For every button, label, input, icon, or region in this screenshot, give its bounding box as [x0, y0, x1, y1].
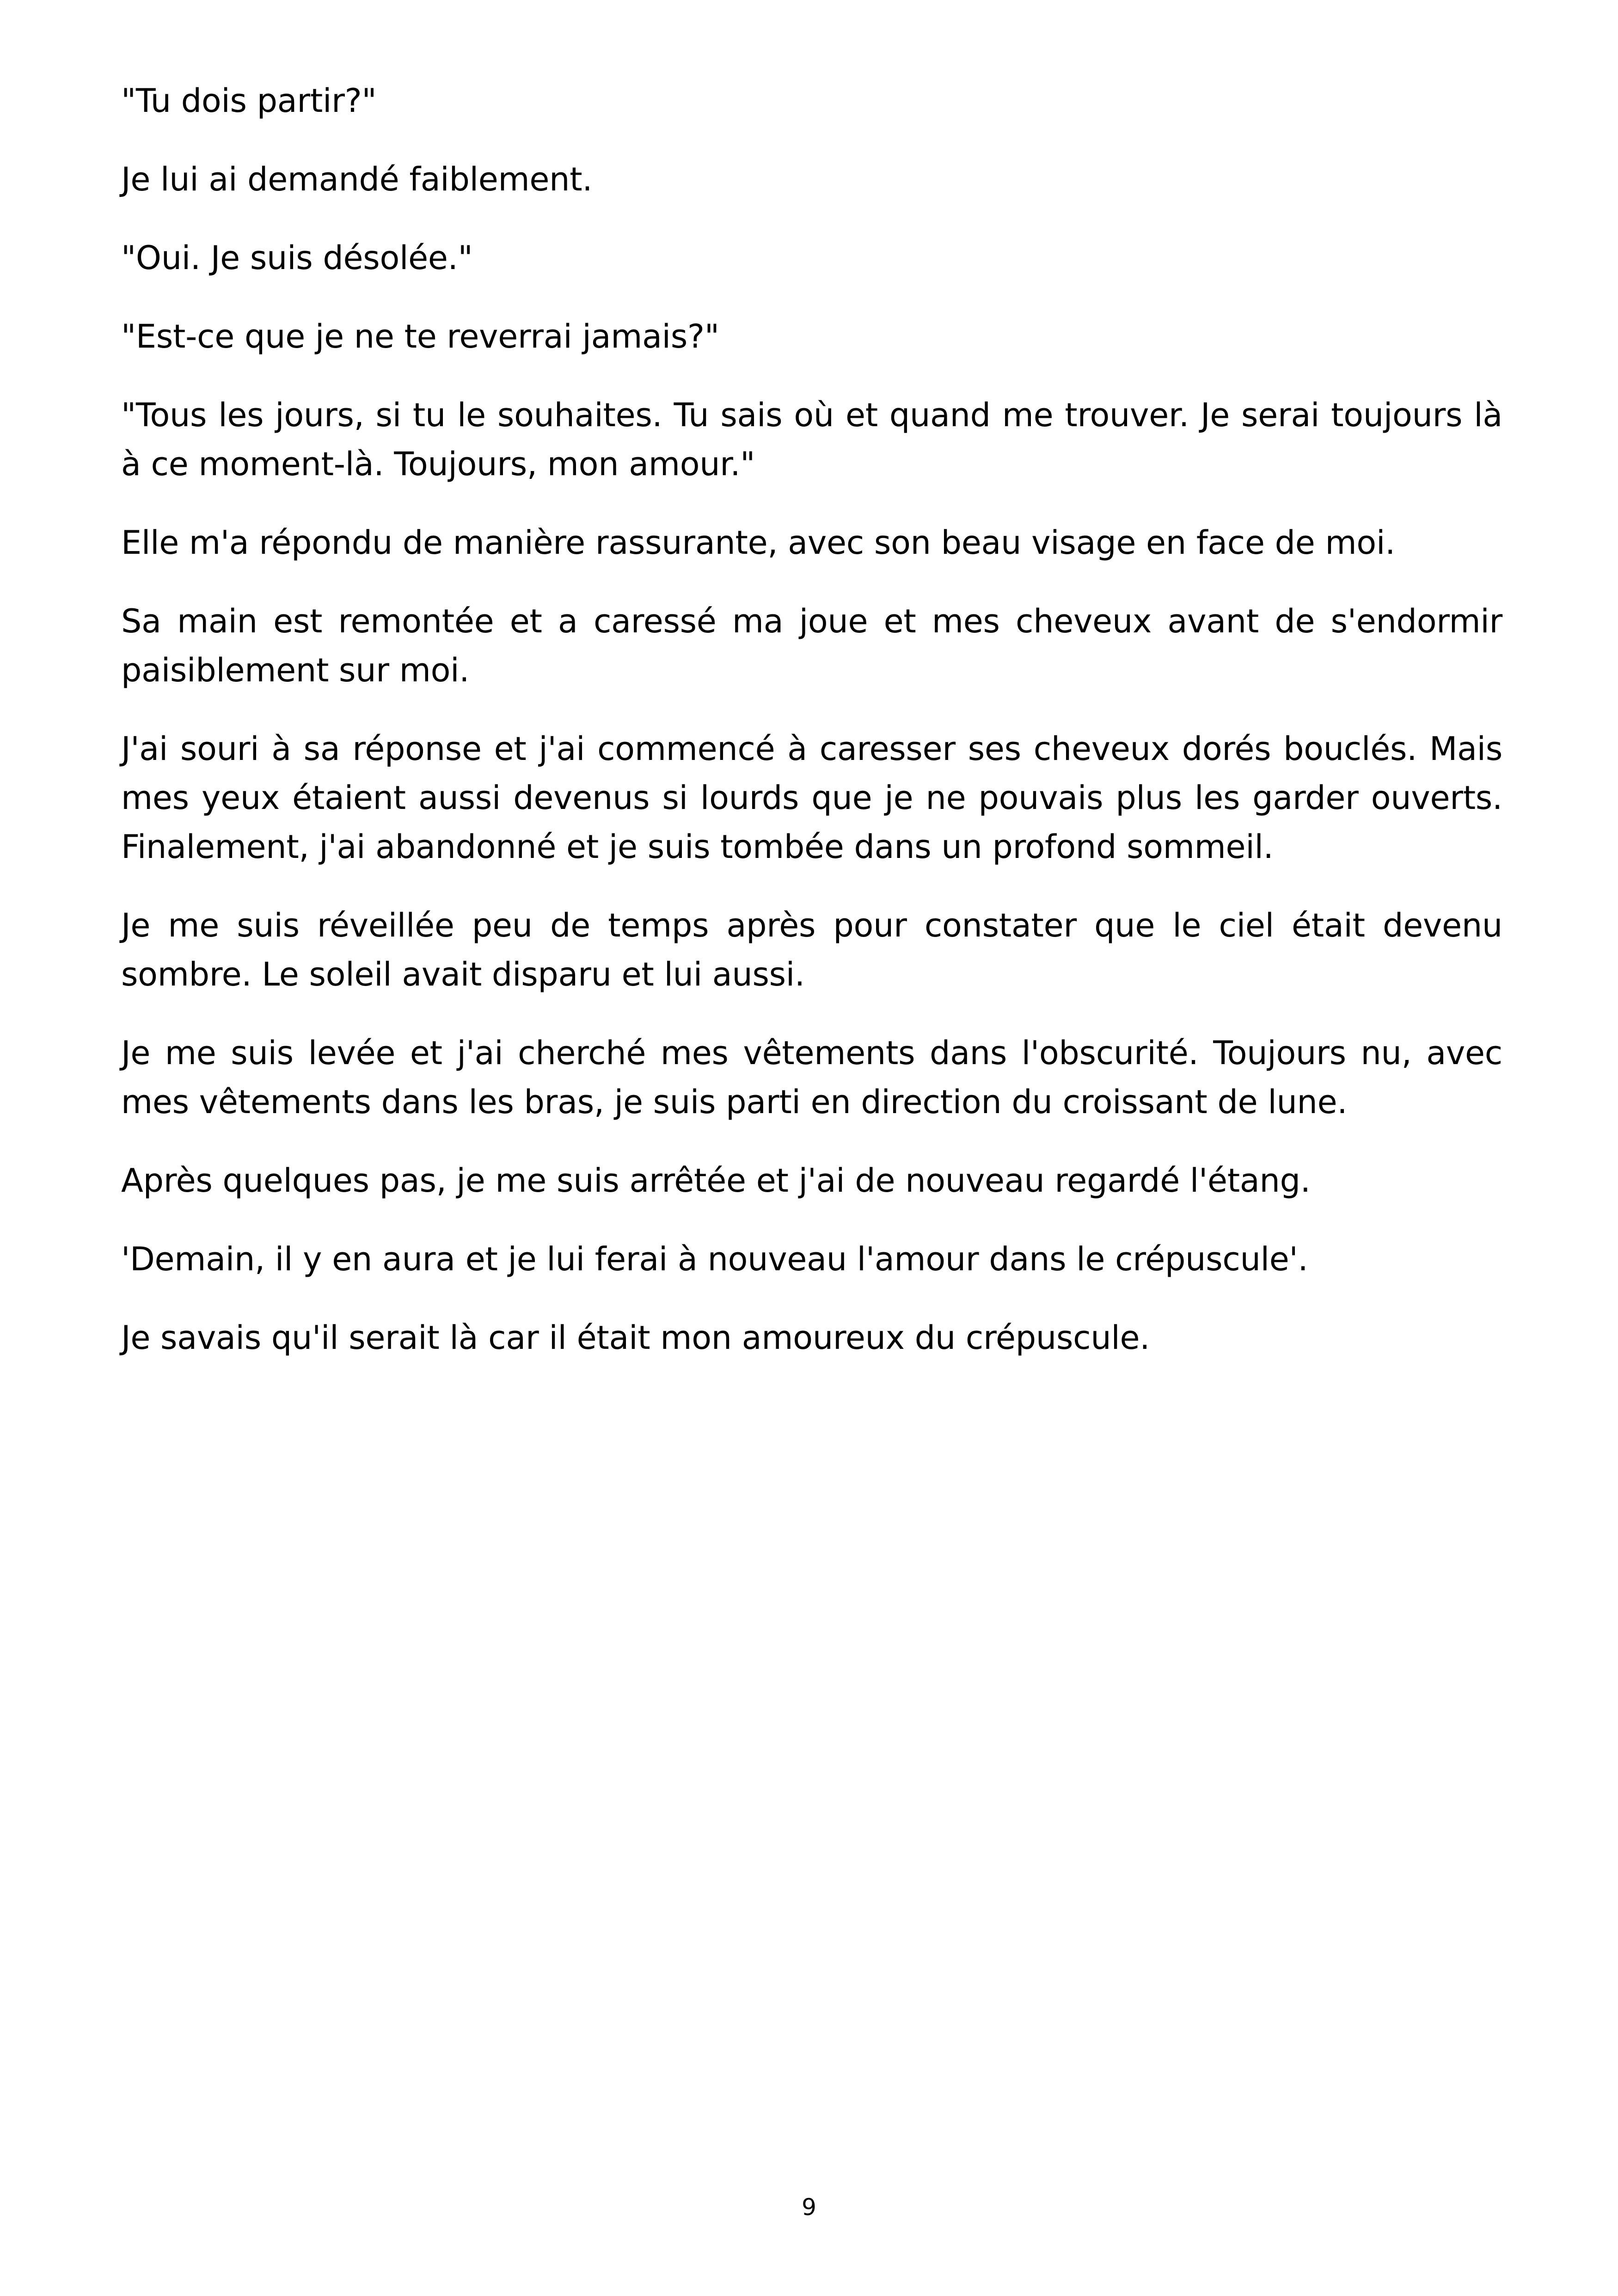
paragraph: Après quelques pas, je me suis arrêtée et j'ai de nouveau regardé l'étang. — [121, 1162, 1311, 1200]
paragraph: "Oui. Je suis désolée." — [121, 239, 473, 277]
paragraph: Je me suis levée et j'ai cherché mes vêtements dans l'obscurité. Toujours nu, avec mes vêtements dans les bras, je suis parti en direction du croissant de lune. — [121, 1034, 1502, 1121]
page-number: 9 — [802, 2194, 816, 2221]
paragraph: Je savais qu'il serait là car il était mon amoureux du crépuscule. — [121, 1319, 1150, 1357]
paragraph: J'ai souri à sa réponse et j'ai commencé à caresser ses cheveux dorés bouclés. Mais mes yeux étaient aussi devenus si lourds que je ne pouvais plus les garder ouverts. Finalement, j'ai abandonné et je suis tombée dans un profond sommeil. — [121, 730, 1502, 866]
paragraph: "Tous les jours, si tu le souhaites. Tu sais où et quand me trouver. Je serai toujours là à ce moment-là. Toujours, mon amour." — [121, 396, 1502, 483]
paragraph: 'Demain, il y en aura et je lui ferai à nouveau l'amour dans le crépuscule'. — [121, 1240, 1308, 1278]
paragraph: "Est-ce que je ne te reverrai jamais?" — [121, 318, 719, 355]
paragraph: Elle m'a répondu de manière rassurante, avec son beau visage en face de moi. — [121, 524, 1396, 562]
paragraph: Sa main est remontée et a caressé ma joue et mes cheveux avant de s'endormir paisiblement sur moi. — [121, 602, 1502, 689]
paragraph: Je lui ai demandé faiblement. — [121, 160, 593, 198]
paragraph: Je me suis réveillée peu de temps après pour constater que le ciel était devenu sombre. Le soleil avait disparu et lui aussi. — [121, 906, 1502, 993]
text-body — [121, 76, 1502, 1392]
paragraph: "Tu dois partir?" — [121, 82, 377, 120]
